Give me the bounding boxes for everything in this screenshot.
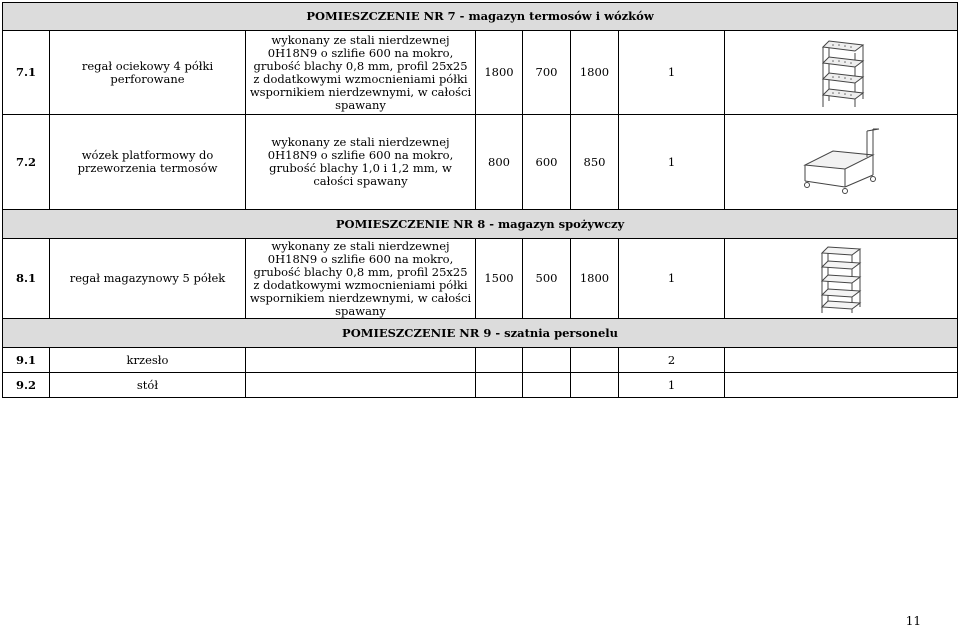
perforated-rack-icon: [811, 37, 871, 109]
item-length: 1800: [476, 31, 523, 115]
item-height: 1800: [571, 239, 619, 319]
section-title: POMIESZCZENIE NR 8 - magazyn spożywczy: [3, 210, 958, 239]
item-image-cell: [725, 239, 958, 319]
section-header-room-9: [3, 319, 958, 348]
item-image-cell: [725, 115, 958, 210]
item-quantity: 1: [619, 31, 725, 115]
item-name: wózek platformowy do przeworzenia termosów: [50, 115, 246, 210]
item-image-cell: [725, 31, 958, 115]
item-number: 8.1: [3, 239, 50, 319]
item-quantity: 1: [619, 115, 725, 210]
table-row: [3, 373, 958, 398]
section-title: POMIESZCZENIE NR 7 - magazyn termosów i wózków: [3, 3, 958, 31]
item-quantity: 1: [619, 239, 725, 319]
item-number: 7.2: [3, 115, 50, 210]
page-number: 11: [905, 614, 921, 628]
item-height: 1800: [571, 31, 619, 115]
item-length: 1500: [476, 239, 523, 319]
item-length: 800: [476, 115, 523, 210]
item-description: wykonany ze stali nierdzewnej 0H18N9 o szlifie 600 na mokro, grubość blachy 0,8 mm, profil 25x25 z dodatkowymi wzmocnieniami półki wspornikiem nierdzewnymi, w całości spawany: [246, 239, 476, 319]
section-header-room-8: [3, 210, 958, 239]
table-row: [3, 115, 958, 210]
table-row: [3, 239, 958, 319]
section-header-room-7: [3, 3, 958, 31]
item-width: 600: [523, 115, 571, 210]
storage-rack-icon: [816, 243, 866, 315]
item-number: 9.2: [3, 373, 50, 398]
item-quantity: 1: [619, 373, 725, 398]
section-title: POMIESZCZENIE NR 9 - szatnia personelu: [3, 319, 958, 348]
table-row: [3, 348, 958, 373]
platform-trolley-icon: [799, 125, 883, 199]
item-name: stół: [50, 373, 246, 398]
item-number: 9.1: [3, 348, 50, 373]
item-description: wykonany ze stali nierdzewnej 0H18N9 o szlifie 600 na mokro, grubość blachy 0,8 mm, profil 25x25 z dodatkowymi wzmocnieniami półki wspornikiem nierdzewnymi, w całości spawany: [246, 31, 476, 115]
item-number: 7.1: [3, 31, 50, 115]
item-quantity: 2: [619, 348, 725, 373]
item-height: 850: [571, 115, 619, 210]
item-name: krzesło: [50, 348, 246, 373]
item-name: regał magazynowy 5 półek: [50, 239, 246, 319]
item-width: 500: [523, 239, 571, 319]
item-width: 700: [523, 31, 571, 115]
table-row: [3, 31, 958, 115]
item-description: wykonany ze stali nierdzewnej 0H18N9 o szlifie 600 na mokro, grubość blachy 1,0 i 1,2 mm, w całości spawany: [246, 115, 476, 210]
item-name: regał ociekowy 4 półki perforowane: [50, 31, 246, 115]
equipment-spec-table: [2, 2, 958, 398]
